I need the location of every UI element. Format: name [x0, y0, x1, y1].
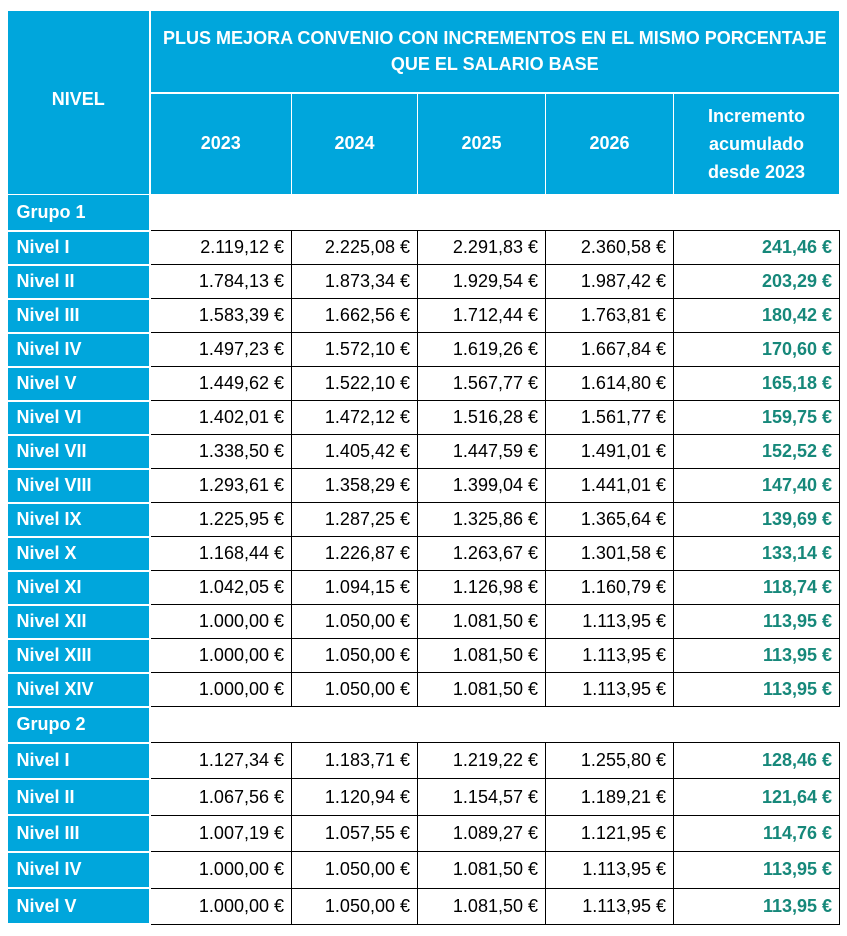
nivel-label: Nivel V — [8, 888, 150, 924]
salary-cell: 1.120,94 € — [292, 779, 418, 815]
salary-cell: 1.614,80 € — [546, 367, 674, 401]
group-label: Grupo 1 — [8, 195, 150, 231]
salary-cell: 1.113,95 € — [546, 605, 674, 639]
nivel-label: Nivel V — [8, 367, 150, 401]
salary-cell: 1.583,39 € — [150, 299, 292, 333]
table-row — [8, 469, 840, 503]
salary-cell: 1.572,10 € — [292, 333, 418, 367]
salary-cell: 1.042,05 € — [150, 571, 292, 605]
salary-cell: 1.081,50 € — [418, 673, 546, 707]
table-row — [8, 367, 840, 401]
salary-cell: 1.301,58 € — [546, 537, 674, 571]
salary-cell: 1.121,95 € — [546, 815, 674, 851]
salary-cell: 1.154,57 € — [418, 779, 546, 815]
salary-cell: 1.784,13 € — [150, 265, 292, 299]
increment-header: Incremento acumulado desde 2023 — [674, 93, 840, 195]
increment-cell: 159,75 € — [674, 401, 840, 435]
salary-cell: 1.667,84 € — [546, 333, 674, 367]
increment-cell: 147,40 € — [674, 469, 840, 503]
table-title: PLUS MEJORA CONVENIO CON INCREMENTOS EN EL MISMO PORCENTAJE QUE EL SALARIO BASE — [150, 11, 840, 93]
increment-cell: 113,95 € — [674, 605, 840, 639]
increment-cell: 113,95 € — [674, 852, 840, 888]
salary-cell: 2.360,58 € — [546, 231, 674, 265]
nivel-label: Nivel II — [8, 265, 150, 299]
salary-cell: 1.050,00 € — [292, 852, 418, 888]
salary-cell: 1.497,23 € — [150, 333, 292, 367]
salary-cell: 1.000,00 € — [150, 888, 292, 924]
salary-cell: 1.160,79 € — [546, 571, 674, 605]
table-row — [8, 401, 840, 435]
salary-cell: 1.929,54 € — [418, 265, 546, 299]
salary-cell: 1.567,77 € — [418, 367, 546, 401]
nivel-label: Nivel VI — [8, 401, 150, 435]
increment-cell: 203,29 € — [674, 265, 840, 299]
table-row — [8, 265, 840, 299]
table-row — [8, 605, 840, 639]
group-spacer — [150, 195, 840, 231]
salary-cell: 1.255,80 € — [546, 743, 674, 779]
salary-cell: 1.007,19 € — [150, 815, 292, 851]
group-row — [8, 707, 840, 743]
salary-cell: 1.057,55 € — [292, 815, 418, 851]
salary-cell: 1.449,62 € — [150, 367, 292, 401]
salary-cell: 1.325,86 € — [418, 503, 546, 537]
table-row — [8, 743, 840, 779]
nivel-label: Nivel II — [8, 779, 150, 815]
salary-cell: 1.287,25 € — [292, 503, 418, 537]
increment-cell: 128,46 € — [674, 743, 840, 779]
salary-cell: 1.113,95 € — [546, 673, 674, 707]
increment-cell: 170,60 € — [674, 333, 840, 367]
salary-cell: 1.000,00 € — [150, 639, 292, 673]
table-row — [8, 299, 840, 333]
salary-cell: 1.067,56 € — [150, 779, 292, 815]
nivel-label: Nivel I — [8, 231, 150, 265]
salary-cell: 1.365,64 € — [546, 503, 674, 537]
increment-cell: 180,42 € — [674, 299, 840, 333]
increment-cell: 152,52 € — [674, 435, 840, 469]
salary-cell: 1.000,00 € — [150, 852, 292, 888]
increment-cell: 113,95 € — [674, 639, 840, 673]
nivel-label: Nivel IV — [8, 333, 150, 367]
group-spacer — [150, 707, 840, 743]
salary-cell: 1.447,59 € — [418, 435, 546, 469]
salary-cell: 2.119,12 € — [150, 231, 292, 265]
nivel-label: Nivel XIII — [8, 639, 150, 673]
salary-table — [7, 10, 840, 925]
increment-cell: 139,69 € — [674, 503, 840, 537]
salary-cell: 1.050,00 € — [292, 888, 418, 924]
nivel-label: Nivel I — [8, 743, 150, 779]
table-row — [8, 503, 840, 537]
salary-cell: 1.081,50 € — [418, 605, 546, 639]
nivel-label: Nivel III — [8, 299, 150, 333]
increment-cell: 114,76 € — [674, 815, 840, 851]
increment-cell: 113,95 € — [674, 888, 840, 924]
salary-cell: 1.113,95 € — [546, 888, 674, 924]
salary-cell: 1.491,01 € — [546, 435, 674, 469]
salary-cell: 1.089,27 € — [418, 815, 546, 851]
increment-cell: 241,46 € — [674, 231, 840, 265]
salary-cell: 1.763,81 € — [546, 299, 674, 333]
increment-cell: 165,18 € — [674, 367, 840, 401]
salary-cell: 1.662,56 € — [292, 299, 418, 333]
salary-cell: 1.050,00 € — [292, 639, 418, 673]
group-row — [8, 195, 840, 231]
salary-cell: 1.263,67 € — [418, 537, 546, 571]
salary-cell: 1.561,77 € — [546, 401, 674, 435]
table-body — [8, 195, 840, 925]
salary-cell: 1.000,00 € — [150, 673, 292, 707]
table-row — [8, 333, 840, 367]
salary-cell: 1.000,00 € — [150, 605, 292, 639]
salary-cell: 1.113,95 € — [546, 639, 674, 673]
salary-cell: 1.219,22 € — [418, 743, 546, 779]
salary-cell: 1.126,98 € — [418, 571, 546, 605]
increment-cell: 133,14 € — [674, 537, 840, 571]
nivel-label: Nivel XIV — [8, 673, 150, 707]
salary-cell: 1.050,00 € — [292, 605, 418, 639]
salary-cell: 1.183,71 € — [292, 743, 418, 779]
salary-cell: 1.127,34 € — [150, 743, 292, 779]
nivel-label: Nivel XI — [8, 571, 150, 605]
year-header: 2023 — [150, 93, 292, 195]
table-row — [8, 537, 840, 571]
salary-cell: 1.472,12 € — [292, 401, 418, 435]
year-header: 2025 — [418, 93, 546, 195]
salary-cell: 1.081,50 € — [418, 888, 546, 924]
table-row — [8, 639, 840, 673]
increment-cell: 113,95 € — [674, 673, 840, 707]
salary-cell: 1.405,42 € — [292, 435, 418, 469]
salary-cell: 1.338,50 € — [150, 435, 292, 469]
salary-cell: 1.987,42 € — [546, 265, 674, 299]
salary-cell: 1.441,01 € — [546, 469, 674, 503]
nivel-label: Nivel III — [8, 815, 150, 851]
salary-cell: 1.189,21 € — [546, 779, 674, 815]
table-row — [8, 231, 840, 265]
salary-cell: 1.873,34 € — [292, 265, 418, 299]
salary-cell: 1.516,28 € — [418, 401, 546, 435]
year-header: 2026 — [546, 93, 674, 195]
table-row — [8, 779, 840, 815]
table-row — [8, 435, 840, 469]
salary-cell: 1.050,00 € — [292, 673, 418, 707]
salary-cell: 1.226,87 € — [292, 537, 418, 571]
increment-cell: 121,64 € — [674, 779, 840, 815]
year-header: 2024 — [292, 93, 418, 195]
salary-cell: 1.358,29 € — [292, 469, 418, 503]
salary-cell: 1.168,44 € — [150, 537, 292, 571]
table-row — [8, 815, 840, 851]
nivel-label: Nivel XII — [8, 605, 150, 639]
nivel-label: Nivel IV — [8, 852, 150, 888]
nivel-label: Nivel IX — [8, 503, 150, 537]
nivel-header: NIVEL — [8, 11, 150, 195]
salary-cell: 2.225,08 € — [292, 231, 418, 265]
salary-cell: 1.712,44 € — [418, 299, 546, 333]
nivel-label: Nivel VIII — [8, 469, 150, 503]
salary-cell: 1.225,95 € — [150, 503, 292, 537]
salary-cell: 1.293,61 € — [150, 469, 292, 503]
table-row — [8, 673, 840, 707]
table-header — [8, 11, 840, 195]
salary-cell: 1.619,26 € — [418, 333, 546, 367]
salary-cell: 1.113,95 € — [546, 852, 674, 888]
increment-cell: 118,74 € — [674, 571, 840, 605]
table-row — [8, 888, 840, 924]
salary-cell: 1.522,10 € — [292, 367, 418, 401]
salary-cell: 1.402,01 € — [150, 401, 292, 435]
table-row — [8, 852, 840, 888]
group-label: Grupo 2 — [8, 707, 150, 743]
salary-cell: 1.081,50 € — [418, 852, 546, 888]
table-row — [8, 571, 840, 605]
salary-cell: 1.081,50 € — [418, 639, 546, 673]
nivel-label: Nivel X — [8, 537, 150, 571]
salary-cell: 1.399,04 € — [418, 469, 546, 503]
nivel-label: Nivel VII — [8, 435, 150, 469]
salary-cell: 2.291,83 € — [418, 231, 546, 265]
salary-cell: 1.094,15 € — [292, 571, 418, 605]
